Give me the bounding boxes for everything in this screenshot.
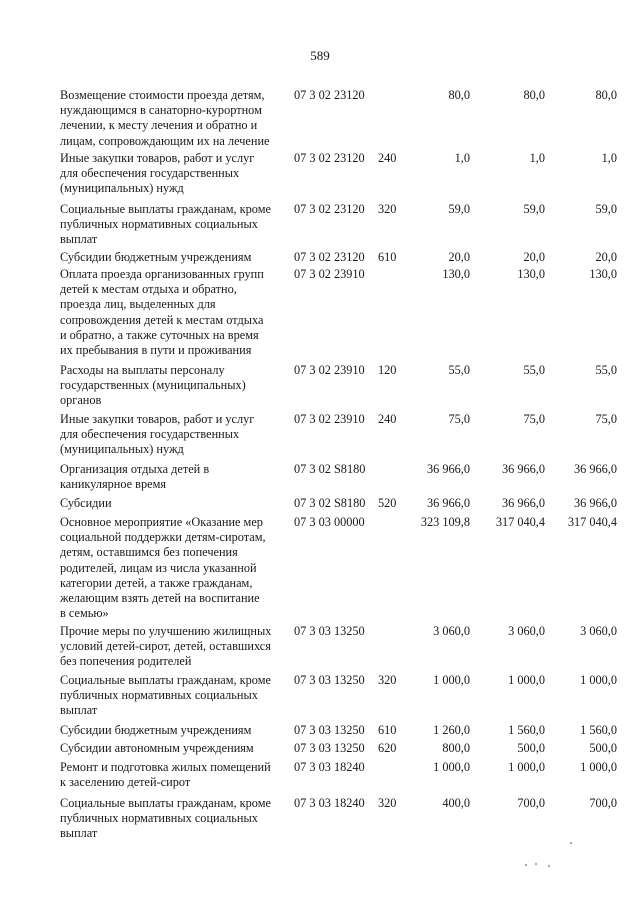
row-amount-year-3: 1 000,0	[580, 673, 617, 687]
row-amount-year-2: 20,0	[523, 250, 545, 264]
row-amount-year-3: 20,0	[595, 250, 617, 264]
row-target-code: 07 3 02 S8180	[294, 462, 366, 476]
row-name: Прочие меры по улучшению жилищных условий детей-сирот, детей, оставшихся без попечения родителей	[60, 624, 272, 669]
row-name: Социальные выплаты гражданам, кроме публичных нормативных социальных выплат	[60, 673, 271, 718]
row-target-code: 07 3 02 23910	[294, 363, 365, 377]
scan-speck	[548, 865, 550, 867]
row-amount-year-2: 700,0	[517, 796, 545, 810]
row-amount-year-2: 1 000,0	[508, 760, 545, 774]
scan-speck	[570, 842, 572, 844]
row-name: Субсидии бюджетным учреждениям	[60, 723, 252, 737]
scan-speck	[535, 863, 537, 865]
row-amount-year-1: 36 966,0	[426, 496, 470, 510]
row-amount-year-2: 317 040,4	[495, 515, 545, 529]
row-name: Субсидии бюджетным учреждениям	[60, 250, 252, 264]
row-amount-year-1: 55,0	[448, 363, 470, 377]
row-amount-year-3: 1 000,0	[580, 760, 617, 774]
row-name: Иные закупки товаров, работ и услуг для обеспечения государственных (муниципальных) нужд	[60, 151, 255, 196]
row-amount-year-2: 36 966,0	[501, 496, 545, 510]
row-name: Субсидии	[60, 496, 112, 510]
row-amount-year-3: 36 966,0	[573, 462, 617, 476]
row-amount-year-1: 400,0	[442, 796, 470, 810]
row-amount-year-3: 55,0	[595, 363, 617, 377]
row-amount-year-3: 317 040,4	[567, 515, 617, 529]
row-amount-year-3: 36 966,0	[573, 496, 617, 510]
row-name: Расходы на выплаты персоналу государственных (муниципальных) органов	[60, 363, 246, 408]
row-expense-type: 520	[378, 496, 397, 510]
row-amount-year-1: 20,0	[448, 250, 470, 264]
row-amount-year-1: 36 966,0	[426, 462, 470, 476]
row-amount-year-2: 55,0	[523, 363, 545, 377]
row-amount-year-3: 3 060,0	[580, 624, 617, 638]
row-amount-year-1: 1 000,0	[433, 673, 470, 687]
scan-specks	[500, 842, 590, 882]
row-expense-type: 610	[378, 723, 397, 737]
row-amount-year-2: 80,0	[523, 88, 545, 102]
row-amount-year-2: 1,0	[529, 151, 545, 165]
row-target-code: 07 3 02 S8180	[294, 496, 366, 510]
row-amount-year-3: 700,0	[589, 796, 617, 810]
row-name: Социальные выплаты гражданам, кроме публичных нормативных социальных выплат	[60, 202, 271, 247]
page-number: 589	[310, 48, 330, 63]
row-target-code: 07 3 02 23120	[294, 151, 365, 165]
row-amount-year-3: 75,0	[595, 412, 617, 426]
row-name: Оплата проезда организованных групп детей к местам отдыха и обратно, проезда лиц, выделенных для сопровождения детей к местам отдыха и обратно, а также суточных на время их пребывания в пути и проживания	[60, 267, 264, 358]
row-amount-year-2: 130,0	[517, 267, 545, 281]
row-amount-year-3: 1,0	[601, 151, 617, 165]
row-amount-year-1: 1 000,0	[433, 760, 470, 774]
row-amount-year-3: 80,0	[595, 88, 617, 102]
row-expense-type: 320	[378, 796, 397, 810]
row-target-code: 07 3 02 23120	[294, 250, 365, 264]
row-name: Субсидии автономным учреждениям	[60, 741, 254, 755]
row-target-code: 07 3 03 13250	[294, 624, 365, 638]
row-name: Организация отдыха детей в каникулярное время	[60, 462, 210, 492]
row-amount-year-1: 130,0	[442, 267, 470, 281]
row-name: Основное мероприятие «Оказание мер социальной поддержки детям-сиротам, детям, оставшимся без попечения родителей, лицам из числа указанной категории детей, а также гражданам, желающим взять детей на воспитание в семью»	[60, 515, 266, 621]
row-expense-type: 120	[378, 363, 397, 377]
row-target-code: 07 3 03 18240	[294, 796, 365, 810]
row-target-code: 07 3 02 23120	[294, 202, 365, 216]
scan-speck	[525, 864, 527, 866]
row-target-code: 07 3 03 18240	[294, 760, 365, 774]
row-target-code: 07 3 03 00000	[294, 515, 365, 529]
row-amount-year-1: 1 260,0	[433, 723, 470, 737]
row-amount-year-2: 1 000,0	[508, 673, 545, 687]
row-amount-year-2: 1 560,0	[508, 723, 545, 737]
row-target-code: 07 3 02 23120	[294, 88, 365, 102]
row-amount-year-1: 59,0	[448, 202, 470, 216]
row-amount-year-2: 36 966,0	[501, 462, 545, 476]
row-target-code: 07 3 02 23910	[294, 267, 365, 281]
row-expense-type: 240	[378, 412, 397, 426]
row-amount-year-1: 800,0	[442, 741, 470, 755]
row-name: Ремонт и подготовка жилых помещений к заселению детей-сирот	[60, 760, 271, 790]
row-name: Социальные выплаты гражданам, кроме публичных нормативных социальных выплат	[60, 796, 271, 841]
row-target-code: 07 3 03 13250	[294, 723, 365, 737]
row-amount-year-3: 1 560,0	[580, 723, 617, 737]
row-amount-year-1: 3 060,0	[433, 624, 470, 638]
row-amount-year-2: 3 060,0	[508, 624, 545, 638]
row-expense-type: 320	[378, 673, 397, 687]
row-amount-year-1: 75,0	[448, 412, 470, 426]
row-amount-year-2: 75,0	[523, 412, 545, 426]
row-amount-year-3: 500,0	[589, 741, 617, 755]
row-amount-year-3: 59,0	[595, 202, 617, 216]
row-expense-type: 610	[378, 250, 397, 264]
row-expense-type: 240	[378, 151, 397, 165]
row-amount-year-1: 80,0	[448, 88, 470, 102]
row-amount-year-1: 323 109,8	[420, 515, 470, 529]
row-expense-type: 320	[378, 202, 397, 216]
row-expense-type: 620	[378, 741, 397, 755]
row-amount-year-2: 500,0	[517, 741, 545, 755]
row-target-code: 07 3 02 23910	[294, 412, 365, 426]
row-name: Иные закупки товаров, работ и услуг для обеспечения государственных (муниципальных) нужд	[60, 412, 255, 457]
row-name: Возмещение стоимости проезда детям, нуждающимся в санаторно-курортном лечении, к месту лечения и обратно и лицам, сопровождающим их на лечение	[60, 88, 270, 148]
row-amount-year-1: 1,0	[454, 151, 470, 165]
row-target-code: 07 3 03 13250	[294, 741, 365, 755]
row-target-code: 07 3 03 13250	[294, 673, 365, 687]
row-amount-year-3: 130,0	[589, 267, 617, 281]
row-amount-year-2: 59,0	[523, 202, 545, 216]
